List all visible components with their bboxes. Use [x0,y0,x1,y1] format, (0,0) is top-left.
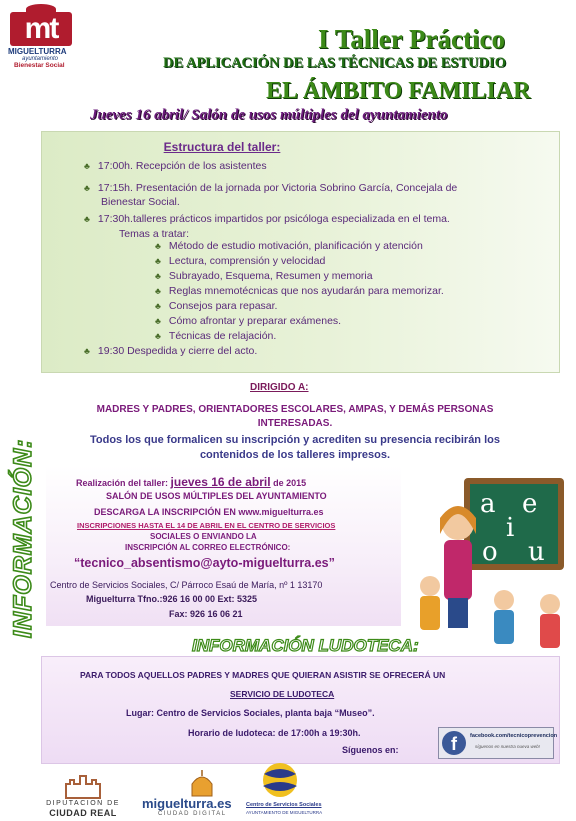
castle-icon [38,772,128,800]
info-side-label [4,438,42,642]
schedule-item: ♣ 17:15h. Presentación de la jornada por Victoria Sobrino García, Concejala de [84,182,458,194]
club-bullet-icon: ♣ [155,271,161,281]
club-bullet-icon: ♣ [155,286,161,296]
org3-line2: AYUNTAMIENTO DE MIGUELTURRA [246,810,323,815]
svg-text:i: i [506,513,515,543]
ludoteca-place: Lugar: Centro de Servicios Sociales, planta baja “Museo”. [126,708,375,718]
topic-item: ♣ Subrayado, Esquema, Resumen y memoria [155,270,373,282]
realization-date: jueves 16 de abril [170,475,271,489]
svg-text:e: e [522,489,538,519]
logo-dept: Bienestar Social [14,62,65,69]
structure-title: Estructura del taller: [163,140,281,154]
realization-line: Realización del taller: jueves 16 de abril de 2015 [76,475,307,489]
topic-item: ♣ Consejos para repasar. [155,300,278,312]
org1-line1: DIPUTACION DE [46,800,120,807]
logo-sub: ayuntamiento [22,56,59,62]
servicios-sociales-logo [244,760,344,818]
audience-line1: MADRES Y PADRES, ORIENTADORES ESCOLARES, AMPAS, Y DEMÁS PERSONAS [96,404,494,415]
miguelturra-logo [8,4,74,72]
topic-item: ♣ Lectura, comprensión y velocidad [155,255,326,267]
info-side-text: INFORMACIÓN: [9,438,37,638]
facebook-icon: f [442,731,466,755]
download-line: DESCARGA LA INSCRIPCIÓN EN www.miguelturra.es [94,507,324,517]
org1-line2: CIUDAD REAL [49,808,117,818]
org2-sub: CIUDAD DIGITAL [158,811,227,817]
audience-label: DIRIGIDO A: [250,382,309,393]
globe-icon [244,760,344,800]
schedule-item: ♣ 17:00h. Recepción de los asistentes [84,160,267,172]
facebook-badge[interactable] [438,727,558,759]
topic-item: ♣ Reglas mnemotécnicas que nos ayudarán para memorizar. [155,285,444,297]
miguelturra-es-logo [140,770,230,818]
fax-line: Fax: 926 16 06 21 [169,609,243,619]
logo-name: MIGUELTURRA [8,47,67,56]
address-line1: Centro de Servicios Sociales, C/ Párroco Esaú de María, nº 1 13170 [50,580,323,590]
facebook-url: facebook.com/tecnicoprevencion [470,733,558,739]
club-bullet-icon: ♣ [155,331,161,341]
ludoteca-line1: PARA TODOS AQUELLOS PADRES Y MADRES QUE QUIERAN ASISTIR SE OFRECERÁ UN [80,670,446,680]
logo-mark: mt [10,12,72,46]
svg-text:INFORMACIÓN LUDOTECA:: INFORMACIÓN LUDOTECA: [192,636,419,655]
club-bullet-icon: ♣ [84,214,90,224]
club-bullet-icon: ♣ [84,346,90,356]
diputacion-logo [38,772,128,818]
dome-icon [140,770,230,798]
org2-name: miguelturra.es [142,796,232,811]
info-panel [46,466,401,626]
topic-item: ♣ Cómo afrontar y preparar exámenes. [155,315,342,327]
follow-label: Síguenos en: [342,745,399,755]
title-line3: EL ÁMBITO FAMILIAR [266,78,531,104]
schedule-item: ♣ 19:30 Despedida y cierre del acto. [84,345,258,357]
club-bullet-icon: ♣ [155,241,161,251]
org3-line1: Centro de Servicios Sociales [246,802,322,808]
address-line2: Miguelturra Tfno.:926 16 00 00 Ext: 5325 [86,594,258,604]
title-line1: I Taller Práctico [318,24,505,54]
ludoteca-hours: Horario de ludoteca: de 17:00h a 19:30h. [188,728,361,738]
deadline-line1: INSCRIPCIONES HASTA EL 14 DE ABRIL EN EL CENTRO DE SERVICIOS [77,521,336,530]
title-line2: DE APLICACIÓN DE LAS TÉCNICAS DE ESTUDIO [163,55,506,71]
topic-item: ♣ Técnicas de relajación. [155,330,277,342]
contact-email[interactable]: “tecnico_absentismo@ayto-miguelturra.es” [74,556,335,570]
club-bullet-icon: ♣ [155,301,161,311]
venue-line: SALÓN DE USOS MÚLTIPLES DEL AYUNTAMIENTO [106,491,327,501]
svg-text:a: a [480,489,496,519]
certificate-line2: contenidos de los talleres impresos. [199,449,391,461]
schedule-item: ♣ 17:30h.talleres prácticos impartidos por psicóloga especializada en el tema. [84,213,450,225]
audience-line2: INTERESADAS. [257,418,333,429]
club-bullet-icon: ♣ [155,316,161,326]
club-bullet-icon: ♣ [84,183,90,193]
club-bullet-icon: ♣ [155,256,161,266]
teacher-chalkboard-illustration [400,474,572,654]
topics-label: Temas a tratar: [119,228,190,240]
deadline-line2: SOCIALES O ENVIANDO LA [150,532,257,541]
structure-panel [41,131,560,373]
ludoteca-line2: SERVICIO DE LUDOTECA [230,689,335,699]
date-venue: Jueves 16 abril/ Salón de usos múltiples del ayuntamiento [90,107,448,123]
svg-text:u: u [528,537,545,567]
club-bullet-icon: ♣ [84,161,90,171]
schedule-item-cont: Bienestar Social. [101,196,180,208]
deadline-line3: INSCRIPCIÓN AL CORREO ELECTRÓNICO: [125,543,291,552]
certificate-line1: Todos los que formalicen su inscripción y acrediten su presencia recibirán los [90,434,500,446]
topic-item: ♣ Método de estudio motivación, planificación y atención [155,240,423,252]
facebook-sub: síguenos en nuestra nueva web! [475,744,541,749]
svg-text:o: o [482,537,498,567]
